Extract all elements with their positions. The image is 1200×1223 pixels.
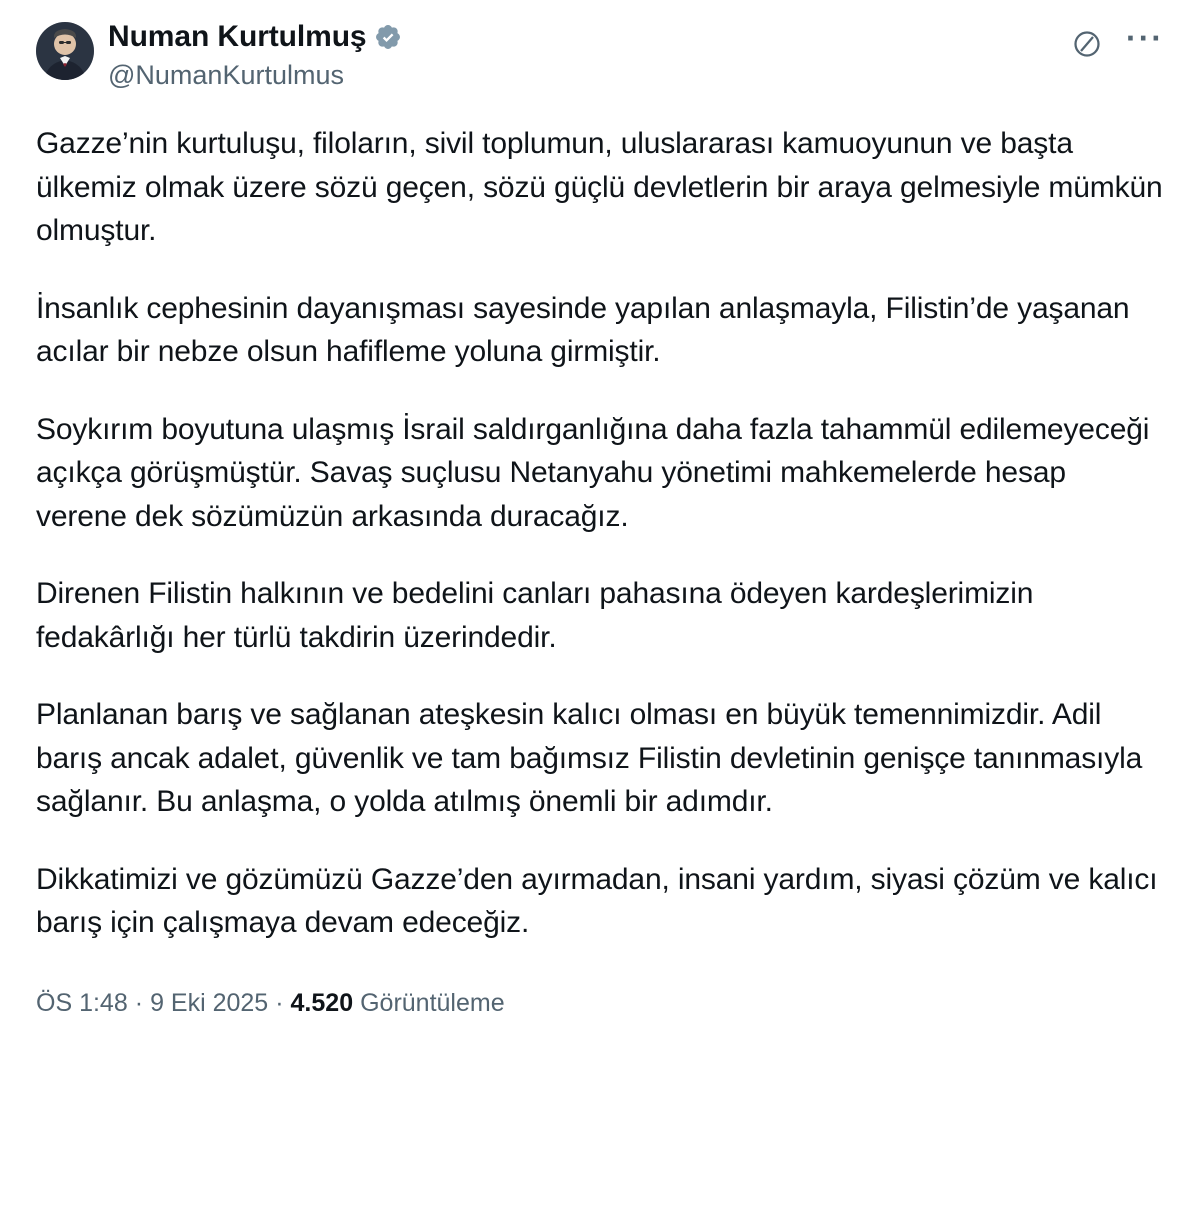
metadata-separator: ·	[275, 988, 284, 1017]
author-handle[interactable]: @NumanKurtulmus	[108, 59, 344, 90]
views-count[interactable]: 4.520	[290, 988, 354, 1017]
author-identity	[108, 18, 402, 91]
tweet-paragraph: Direnen Filistin halkının ve bedelini canları pahasına ödeyen kardeşlerimizin fedakârlığı her türlü takdirin üzerindedir.	[36, 577, 1042, 654]
tweet-header	[36, 18, 1164, 96]
tweet-metadata	[36, 989, 1164, 1040]
header-actions	[1072, 18, 1164, 60]
timestamp-time: ÖS 1:48	[36, 988, 128, 1017]
grok-icon[interactable]	[1072, 29, 1102, 59]
tweet-paragraph: Dikkatimizi ve gözümüzü Gazze’den ayırmadan, insani yardım, siyasi çözüm ve kalıcı barış için çalışmaya devam edeceğiz.	[36, 862, 1166, 939]
tweet-paragraph: İnsanlık cephesinin dayanışması sayesinde yapılan anlaşmayla, Filistin’de yaşanan acılar bir nebze olsun hafifleme yoluna girmiştir.	[36, 291, 1138, 368]
tweet-paragraph: Gazze’nin kurtuluşu, filoların, sivil toplumun, uluslararası kamuoyunun ve başta ülkemiz olmak üzere sözü geçen, sözü güçlü devletlerin bir araya gelmesiyle mümkün olmuştur.	[36, 127, 1171, 247]
timestamp-date: 9 Eki 2025	[150, 988, 269, 1017]
more-options-icon[interactable]: ···	[1126, 20, 1164, 56]
views-label: Görüntüleme	[360, 988, 505, 1017]
tweet-text	[36, 122, 1171, 945]
metadata-separator: ·	[134, 988, 144, 1017]
tweet-paragraph: Soykırım boyutuna ulaşmış İsrail saldırganlığına daha fazla tahammül edilemeyeceği açıkça görüşmüştür. Savaş suçlusu Netanyahu yönetimi mahkemelerde hesap verene dek sözümüzün arkasında duracağız.	[36, 412, 1158, 533]
tweet-paragraph: Planlanan barış ve sağlanan ateşkesin kalıcı olması en büyük temennimizdir. Adil barış ancak adalet, güvenlik ve tam bağımsız Filistin devletinin genişçe tanınmasıyla sağlanır. Bu anlaşma, o yolda atılmış önemli bir adımdır.	[36, 698, 1151, 818]
author-display-name[interactable]: Numan Kurtulmuş	[108, 20, 367, 53]
author-name-row	[108, 20, 402, 55]
verified-badge-icon	[374, 23, 402, 51]
avatar[interactable]	[36, 22, 94, 80]
